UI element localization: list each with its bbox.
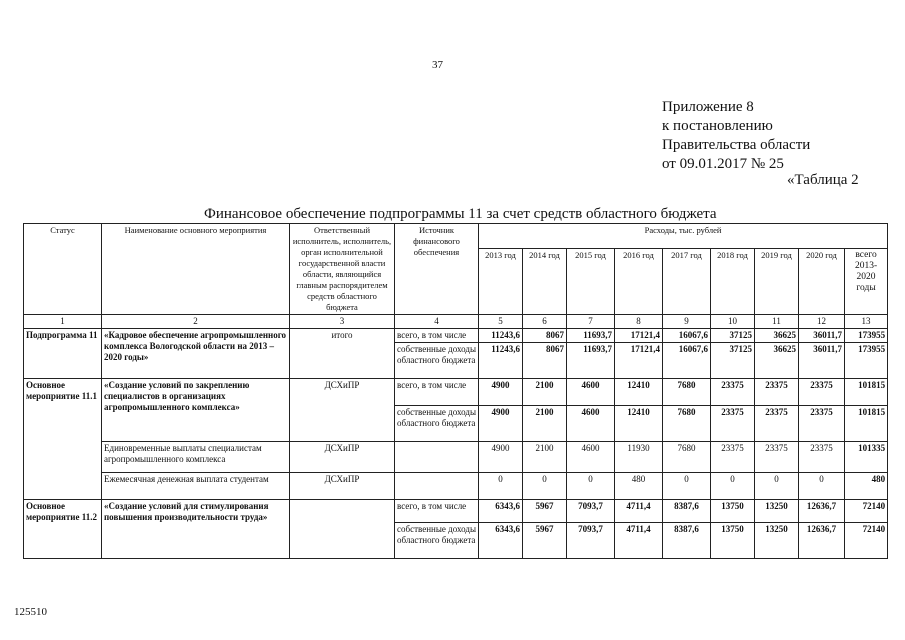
value-cell: 0 bbox=[567, 473, 615, 500]
responsible-cell bbox=[290, 500, 395, 559]
value-cell: 7680 bbox=[663, 442, 711, 473]
value-cell: 8067 bbox=[523, 343, 567, 379]
name-cell: Ежемесячная денежная выплата студентам bbox=[102, 473, 290, 500]
source-cell: собственные доходы областного бюджета bbox=[395, 343, 479, 379]
page-number: 37 bbox=[432, 59, 443, 71]
value-cell: 36011,7 bbox=[799, 329, 845, 343]
value-cell: 23375 bbox=[799, 379, 845, 406]
value-cell: 480 bbox=[615, 473, 663, 500]
header-total: всего 2013-2020 годы bbox=[845, 249, 888, 315]
value-cell: 13250 bbox=[755, 500, 799, 523]
appendix-line-3: Правительства области bbox=[662, 137, 811, 153]
table-row bbox=[24, 473, 888, 500]
value-cell: 23375 bbox=[711, 406, 755, 442]
source-cell: собственные доходы областного бюджета bbox=[395, 406, 479, 442]
value-cell: 101335 bbox=[845, 442, 888, 473]
finance-table bbox=[23, 223, 888, 559]
value-cell: 4900 bbox=[479, 379, 523, 406]
value-cell: 6343,6 bbox=[479, 500, 523, 523]
value-cell: 4711,4 bbox=[615, 523, 663, 559]
appendix-line-1: Приложение 8 bbox=[662, 99, 754, 115]
value-cell: 37125 bbox=[711, 343, 755, 379]
index-cell: 1 bbox=[24, 315, 102, 329]
value-cell: 6343,6 bbox=[479, 523, 523, 559]
index-cell: 5 bbox=[479, 315, 523, 329]
header-responsible: Ответственный исполнитель, исполнитель, орган исполнительной государственной власти области, являющийся главным распорядителем средств областного бюджета bbox=[290, 224, 395, 315]
value-cell: 4900 bbox=[479, 406, 523, 442]
value-cell: 2100 bbox=[523, 379, 567, 406]
table-label: «Таблица 2 bbox=[787, 172, 859, 188]
value-cell: 173955 bbox=[845, 329, 888, 343]
value-cell: 173955 bbox=[845, 343, 888, 379]
responsible-cell: ДСХиПР bbox=[290, 379, 395, 442]
table-row bbox=[24, 329, 888, 343]
index-cell: 9 bbox=[663, 315, 711, 329]
index-cell: 7 bbox=[567, 315, 615, 329]
value-cell: 13250 bbox=[755, 523, 799, 559]
value-cell: 5967 bbox=[523, 523, 567, 559]
source-cell bbox=[395, 473, 479, 500]
header-year-2014: 2014 год bbox=[523, 249, 567, 315]
name-cell: «Создание условий по закреплению специалистов в организациях агропромышленного комплекса» bbox=[102, 379, 290, 442]
value-cell: 16067,6 bbox=[663, 343, 711, 379]
value-cell: 12636,7 bbox=[799, 523, 845, 559]
responsible-cell: ДСХиПР bbox=[290, 473, 395, 500]
index-cell: 10 bbox=[711, 315, 755, 329]
value-cell: 8387,6 bbox=[663, 523, 711, 559]
value-cell: 0 bbox=[523, 473, 567, 500]
value-cell: 23375 bbox=[755, 379, 799, 406]
index-cell: 13 bbox=[845, 315, 888, 329]
header-year-2018: 2018 год bbox=[711, 249, 755, 315]
footer-code: 125510 bbox=[14, 606, 47, 618]
value-cell: 11243,6 bbox=[479, 329, 523, 343]
value-cell: 8067 bbox=[523, 329, 567, 343]
appendix-block bbox=[662, 98, 810, 174]
value-cell: 480 bbox=[845, 473, 888, 500]
value-cell: 0 bbox=[711, 473, 755, 500]
value-cell: 5967 bbox=[523, 500, 567, 523]
source-cell: собственные доходы областного бюджета bbox=[395, 523, 479, 559]
index-cell: 11 bbox=[755, 315, 799, 329]
value-cell: 23375 bbox=[799, 442, 845, 473]
header-row-1 bbox=[24, 224, 888, 249]
name-cell: Единовременные выплаты специалистам агропромышленного комплекса bbox=[102, 442, 290, 473]
source-cell bbox=[395, 442, 479, 473]
index-cell: 3 bbox=[290, 315, 395, 329]
value-cell: 36625 bbox=[755, 329, 799, 343]
index-cell: 6 bbox=[523, 315, 567, 329]
responsible-cell: ДСХиПР bbox=[290, 442, 395, 473]
status-cell: Основное мероприятие 11.1 bbox=[24, 379, 102, 500]
value-cell: 4600 bbox=[567, 406, 615, 442]
header-source: Источник финансового обеспечения bbox=[395, 224, 479, 315]
value-cell: 0 bbox=[479, 473, 523, 500]
value-cell: 37125 bbox=[711, 329, 755, 343]
value-cell: 16067,6 bbox=[663, 329, 711, 343]
status-cell: Подпрограмма 11 bbox=[24, 329, 102, 379]
table-row bbox=[24, 442, 888, 473]
header-year-2019: 2019 год bbox=[755, 249, 799, 315]
header-year-2015: 2015 год bbox=[567, 249, 615, 315]
source-cell: всего, в том числе bbox=[395, 379, 479, 406]
header-name: Наименование основного мероприятия bbox=[102, 224, 290, 315]
value-cell: 23375 bbox=[755, 406, 799, 442]
value-cell: 0 bbox=[755, 473, 799, 500]
name-cell: «Кадровое обеспечение агропромышленного комплекса Вологодской области на 2013 – 2020 годы» bbox=[102, 329, 290, 379]
status-cell: Основное мероприятие 11.2 bbox=[24, 500, 102, 559]
value-cell: 11693,7 bbox=[567, 343, 615, 379]
value-cell: 72140 bbox=[845, 523, 888, 559]
value-cell: 4711,4 bbox=[615, 500, 663, 523]
name-cell: «Создание условий для стимулирования повышения производительности труда» bbox=[102, 500, 290, 559]
value-cell: 7093,7 bbox=[567, 523, 615, 559]
header-year-2013: 2013 год bbox=[479, 249, 523, 315]
value-cell: 23375 bbox=[711, 379, 755, 406]
header-status: Статус bbox=[24, 224, 102, 315]
table-row bbox=[24, 500, 888, 523]
value-cell: 4600 bbox=[567, 442, 615, 473]
appendix-line-2: к постановлению bbox=[662, 118, 773, 134]
table-caption: Финансовое обеспечение подпрограммы 11 за счет средств областного бюджета bbox=[204, 206, 717, 222]
value-cell: 13750 bbox=[711, 523, 755, 559]
value-cell: 12410 bbox=[615, 379, 663, 406]
value-cell: 13750 bbox=[711, 500, 755, 523]
value-cell: 7680 bbox=[663, 379, 711, 406]
value-cell: 72140 bbox=[845, 500, 888, 523]
value-cell: 0 bbox=[663, 473, 711, 500]
value-cell: 7680 bbox=[663, 406, 711, 442]
value-cell: 8387,6 bbox=[663, 500, 711, 523]
source-cell: всего, в том числе bbox=[395, 500, 479, 523]
value-cell: 2100 bbox=[523, 442, 567, 473]
value-cell: 4600 bbox=[567, 379, 615, 406]
value-cell: 2100 bbox=[523, 406, 567, 442]
header-year-2020: 2020 год bbox=[799, 249, 845, 315]
index-cell: 12 bbox=[799, 315, 845, 329]
header-year-2016: 2016 год bbox=[615, 249, 663, 315]
index-cell: 2 bbox=[102, 315, 290, 329]
value-cell: 11243,6 bbox=[479, 343, 523, 379]
value-cell: 17121,4 bbox=[615, 329, 663, 343]
value-cell: 36625 bbox=[755, 343, 799, 379]
source-cell: всего, в том числе bbox=[395, 329, 479, 343]
value-cell: 36011,7 bbox=[799, 343, 845, 379]
header-expenses: Расходы, тыс. рублей bbox=[479, 224, 888, 249]
value-cell: 23375 bbox=[755, 442, 799, 473]
value-cell: 101815 bbox=[845, 379, 888, 406]
value-cell: 12410 bbox=[615, 406, 663, 442]
appendix-line-4: от 09.01.2017 № 25 bbox=[662, 156, 784, 172]
responsible-cell: итого bbox=[290, 329, 395, 379]
index-cell: 8 bbox=[615, 315, 663, 329]
value-cell: 11693,7 bbox=[567, 329, 615, 343]
value-cell: 17121,4 bbox=[615, 343, 663, 379]
value-cell: 101815 bbox=[845, 406, 888, 442]
table-row bbox=[24, 379, 888, 406]
value-cell: 11930 bbox=[615, 442, 663, 473]
value-cell: 7093,7 bbox=[567, 500, 615, 523]
header-year-2017: 2017 год bbox=[663, 249, 711, 315]
value-cell: 23375 bbox=[711, 442, 755, 473]
value-cell: 23375 bbox=[799, 406, 845, 442]
value-cell: 0 bbox=[799, 473, 845, 500]
index-cell: 4 bbox=[395, 315, 479, 329]
value-cell: 12636,7 bbox=[799, 500, 845, 523]
index-row bbox=[24, 315, 888, 329]
value-cell: 4900 bbox=[479, 442, 523, 473]
